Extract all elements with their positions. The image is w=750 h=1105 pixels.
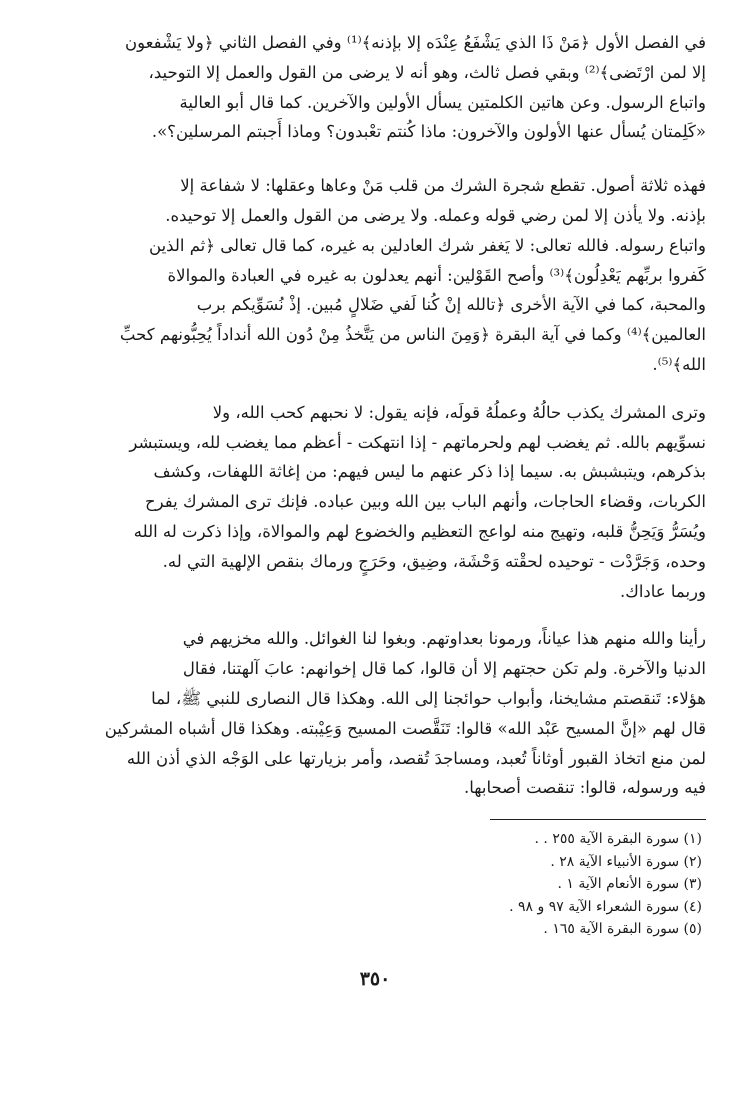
footnote: (١) سورة البقرة الآية ٢٥٥ . . [534,831,702,847]
footnote-separator [490,819,706,820]
text-line: قال لهم «إنَّ المسيح عَبْد الله» قالوا: تَنَقَّصت المسيح وَعِيْبته. وهكذا قال أشباه المشركين [104,718,706,738]
text-line: والمحبة، كما في الآية الأخرى ﴿تالله إنْ كُنا لَفي ضَلالٍ مُبين. إذْ نُسَوِّيكم برب [196,295,706,315]
text-line: كَفروا بربِّهم يَعْدِلُون﴾⁽³⁾ وأصح القَوْلين: أنهم يعدلون به غيره في العبادة والموالاة [167,265,706,285]
footnote: (٢) سورة الأنبياء الآية ٢٨ . [550,853,702,870]
text-line: هؤلاء: تَنقصتم مشايخنا، وأبواب حوائجنا إلى الله. وهكذا قال النصارى للنبي ﷺ، لما [151,688,706,708]
paragraph-1 [44,28,706,147]
text-line: واتباع الرسول. وعن هاتين الكلمتين يسأل الأولين والآخرين. كما قال أبو العالية [179,92,706,112]
main-text [44,28,706,803]
text-line: واتباع رسوله. فالله تعالى: لا يَغفر شرك العادلين به غيره، كما قال تعالى ﴿ثم الذين [149,235,706,255]
footnotes [302,828,702,941]
text-line: ويُسَرُّ وَيَحِنُّ قلبه، وتهيج منه لواعج التعظيم والخضوع لهم والموالاة، وإذا ذكرت له الله [133,521,706,541]
paragraph-4 [44,624,706,803]
text-line: فهذه ثلاثة أصول. تقطع شجرة الشرك من قلب مَنْ وعاها وعقلها: لا شفاعة إلا [180,176,706,196]
text-line: الكربات، وقضاء الحاجات، وأنهم الباب بين الله وبين عباده. فإنك ترى المشرك يفرح [145,492,706,512]
text-line: الدنيا والآخرة. ولم تكن حجتهم إلا أن قالوا، كما قال إخوانهم: عابَ آلهتنا، فقال [182,659,706,679]
text-line: العالمين﴾⁽⁴⁾ وكما في آية البقرة ﴿وَمِنَ الناس من يَتَّخذُ مِنْ دُون الله أنداداً يُحِبُّونهم كحبِّ [119,325,706,345]
text-line: لمن منع اتخاذ القبور أوثاناً تُعبد، ومساجدَ تُقصد، وأمر بزيارتها على الوَجْه الذي أذن الله [126,748,706,768]
text-line: بإذنه. ولا يأذن إلا لمن رضي قوله وعمله. ولا يرضى من القول والعمل إلا توحيده. [165,205,706,225]
paragraph-3 [44,398,706,607]
text-line: وحده، وَجَرَّدْت - توحيده لحقْته وَحْشَة، وضِيق، وحَرَجٍ ورماك بنقص الإلهية التي له. [162,551,706,571]
page-number: ٣٥٠ [359,968,391,990]
footnote: (٥) سورة البقرة الآية ١٦٥ . [543,921,702,937]
text-line: «كَلِمتان يُسأل عنها الأولون والآخرون: ماذا كُنتم تعْبدون؟ وماذا أَجبتم المرسلين؟». [151,122,706,142]
footnote: (٣) سورة الأنعام الآية ١ . [557,876,702,892]
text-line: وربما عاداك. [620,581,706,601]
paragraph-2 [44,171,706,380]
text-line: رأينا والله منهم هذا عياناً، ورمونا بعداوتهم. وبغوا لنا الغوائل. والله مخزيهم في [182,629,706,649]
text-line: في الفصل الأول ﴿مَنْ ذَا الذي يَشْفَعُ عِنْدَه إلا بإذنه﴾⁽¹⁾ وفي الفصل الثاني ﴿ولا يَشْفعون [125,33,706,52]
text-line: نسوِّيهم بالله. ثم يغضب لهم ولحرماتهم - إذا انتهكت - أعظم مما يغضب لله، ويستبشر [129,432,706,452]
text-line: الله﴾⁽⁵⁾. [652,354,706,374]
text-line: بذكرهم، ويتبشبش به. سيما إذا ذكر عنهم ما ليس فيهم: من إغاثة اللهفات، وكشف [153,462,706,482]
footnote: (٤) سورة الشعراء الآية ٩٧ و ٩٨ . [509,898,702,915]
text-line: فيه ورسوله، قالوا: تنقصت أصحابها. [464,778,706,798]
text-line: وترى المشرك يكذب حالُهُ وعملُهُ قولَه، فإنه يقول: لا نحبهم كحب الله، ولا [212,402,706,422]
text-line: إلا لمن ارْتَضى﴾⁽²⁾ وبقي فصل ثالث، وهو أنه لا يرضى من القول والعمل إلا التوحيد، [148,62,706,82]
